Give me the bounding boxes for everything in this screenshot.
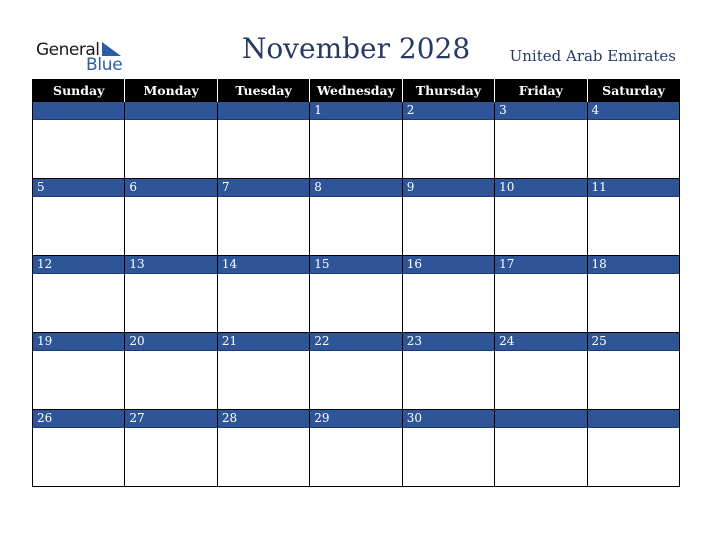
day-number: 27 [125, 410, 216, 428]
week-row [33, 410, 680, 487]
day-cell [587, 179, 679, 256]
day-number: 10 [495, 179, 586, 197]
week-row [33, 333, 680, 410]
day-number: 28 [218, 410, 309, 428]
day-cell [125, 410, 217, 487]
day-number: 2 [403, 102, 494, 120]
day-cell [33, 333, 125, 410]
day-number: 4 [588, 102, 679, 120]
day-cell [310, 102, 402, 179]
day-cell [125, 102, 217, 179]
month-calendar [32, 79, 680, 487]
day-number: 1 [310, 102, 401, 120]
day-cell [587, 102, 679, 179]
day-number: 26 [33, 410, 124, 428]
day-number: 7 [218, 179, 309, 197]
day-cell [402, 102, 494, 179]
day-number: 6 [125, 179, 216, 197]
day-cell [125, 333, 217, 410]
day-number: 14 [218, 256, 309, 274]
day-cell [402, 410, 494, 487]
day-number [125, 102, 216, 120]
weekday-header: Friday [495, 79, 587, 102]
day-cell [125, 179, 217, 256]
day-cell [33, 179, 125, 256]
logo-word-general: General [36, 40, 100, 60]
day-number: 18 [588, 256, 679, 274]
day-cell [587, 333, 679, 410]
day-number: 19 [33, 333, 124, 351]
day-cell [587, 256, 679, 333]
day-cell [310, 333, 402, 410]
day-number [33, 102, 124, 120]
day-cell [495, 102, 587, 179]
day-cell [402, 333, 494, 410]
page-title: November 2028 [241, 32, 471, 65]
day-number: 17 [495, 256, 586, 274]
weekday-header: Monday [125, 79, 217, 102]
day-number: 15 [310, 256, 401, 274]
weekday-header: Sunday [33, 79, 125, 102]
day-number: 9 [403, 179, 494, 197]
day-cell [217, 179, 309, 256]
day-cell [217, 410, 309, 487]
generalblue-logo [36, 40, 136, 74]
day-cell [33, 102, 125, 179]
logo-word-blue: Blue [86, 55, 123, 75]
day-cell [217, 102, 309, 179]
day-number: 21 [218, 333, 309, 351]
day-cell [33, 256, 125, 333]
country-label: United Arab Emirates [509, 47, 676, 65]
weekday-header: Saturday [587, 79, 679, 102]
day-number [495, 410, 586, 428]
day-cell [310, 256, 402, 333]
day-number: 3 [495, 102, 586, 120]
weekday-header: Tuesday [217, 79, 309, 102]
day-cell [33, 410, 125, 487]
day-number [218, 102, 309, 120]
day-cell [310, 179, 402, 256]
day-number: 25 [588, 333, 679, 351]
day-cell [495, 333, 587, 410]
day-number: 5 [33, 179, 124, 197]
day-number: 23 [403, 333, 494, 351]
week-row [33, 102, 680, 179]
day-number: 11 [588, 179, 679, 197]
day-cell [402, 256, 494, 333]
weekday-header-row [33, 79, 680, 102]
day-cell [217, 256, 309, 333]
day-cell [125, 256, 217, 333]
day-number: 20 [125, 333, 216, 351]
day-number: 29 [310, 410, 401, 428]
weekday-header: Thursday [402, 79, 494, 102]
day-cell [402, 179, 494, 256]
weekday-header: Wednesday [310, 79, 402, 102]
day-number: 24 [495, 333, 586, 351]
day-number: 8 [310, 179, 401, 197]
day-cell [310, 410, 402, 487]
day-number: 30 [403, 410, 494, 428]
day-number [588, 410, 679, 428]
day-number: 16 [403, 256, 494, 274]
week-row [33, 256, 680, 333]
day-cell [587, 410, 679, 487]
week-row [33, 179, 680, 256]
day-cell [495, 179, 587, 256]
day-cell [495, 256, 587, 333]
day-number: 13 [125, 256, 216, 274]
day-number: 12 [33, 256, 124, 274]
day-cell [217, 333, 309, 410]
day-number: 22 [310, 333, 401, 351]
day-cell [495, 410, 587, 487]
